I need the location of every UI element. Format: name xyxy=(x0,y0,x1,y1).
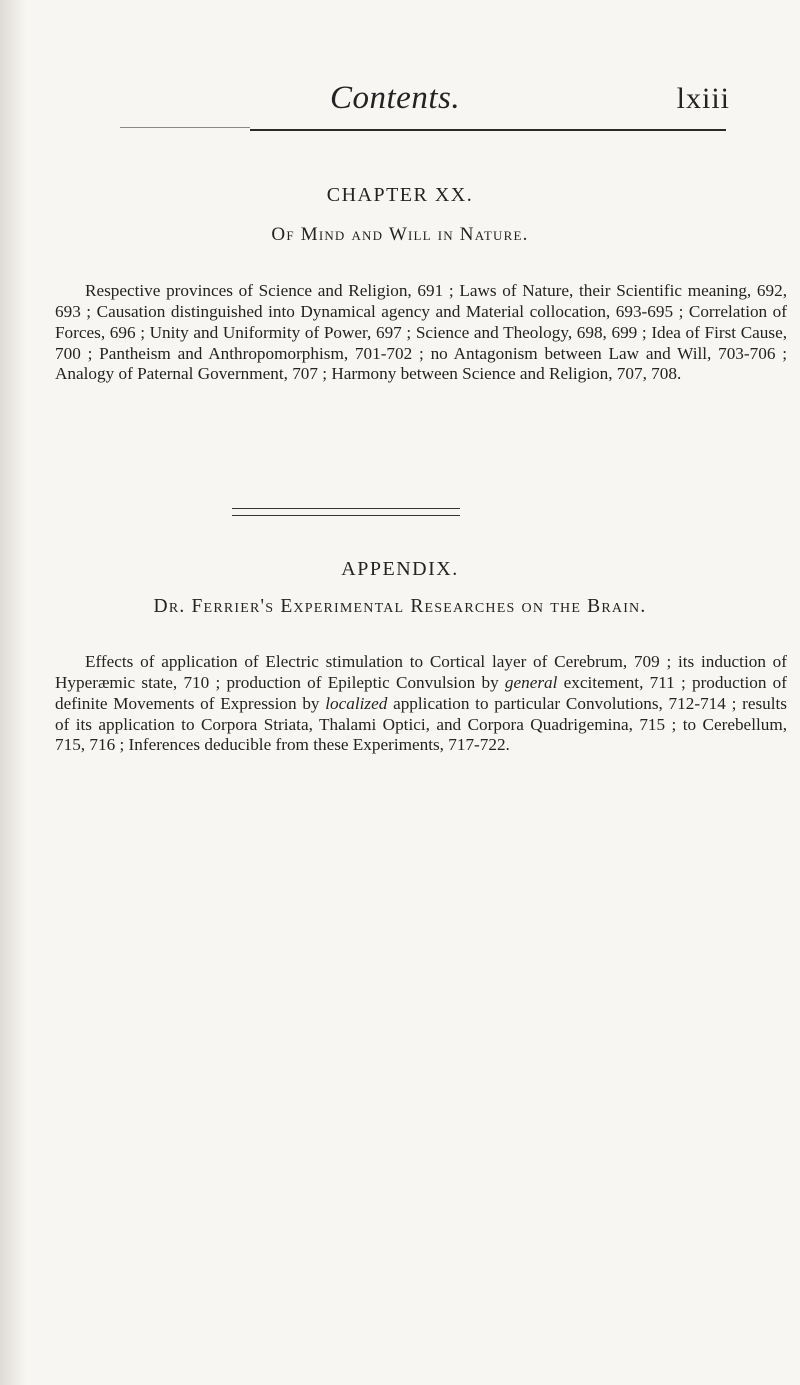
appendix-summary xyxy=(55,652,787,756)
section-divider xyxy=(232,508,460,516)
chapter-label: CHAPTER XX. xyxy=(326,184,474,206)
appendix-summary-italic-general: general xyxy=(504,672,558,692)
appendix-summary-italic-localized: localized xyxy=(325,693,388,713)
chapter-summary: Respective provinces of Science and Religion, 691 ; Laws of Nature, their Scientific meaning, 692, 693 ; Causation distinguished into Dynamical agency and Material collocation, 693-695 ; Correlation of Forces, 696 ; Unity and Uniformity of Power, 697 ; Science and Theology, 698, 699 ; Idea of First Cause, 700 ; Pantheism and Anthropomorphism, 701-702 ; no Antagonism between Law and Will, 703-706 ; Analogy of Paternal Government, 707 ; Harmony between Science and Religion, 707, 708. xyxy=(55,281,787,384)
appendix-summary-text: application to particular Convolutions, 712-714 ; results of its application to Corpora Striata, Thalami Optici, and Corpora Quadrigemina, 715 ; to Cerebellum, 715, 716 ; Inferences deducible from these Experiments, 717-722. xyxy=(55,693,787,755)
appendix-summary-text: excitement, 711 ; production of definite Movements of Expression by xyxy=(55,672,787,713)
running-head-title: Contents. xyxy=(330,80,461,116)
header-rule-faint xyxy=(120,127,250,128)
page-number: lxiii xyxy=(676,82,730,115)
appendix-summary-text: Effects of application of Electric stimulation to Cortical layer of Cerebrum, 709 ; its induction of Hyperæmic state, 710 ; production of Epileptic Convulsion by xyxy=(55,652,787,692)
appendix-title: Dr. Ferrier's Experimental Researches on the Brain. xyxy=(153,596,647,617)
chapter-title: Of Mind and Will in Nature. xyxy=(271,224,529,245)
appendix-label: APPENDIX. xyxy=(341,558,459,580)
page-edge-shadow xyxy=(0,0,26,1385)
header-rule xyxy=(250,129,726,131)
running-head xyxy=(330,80,730,128)
